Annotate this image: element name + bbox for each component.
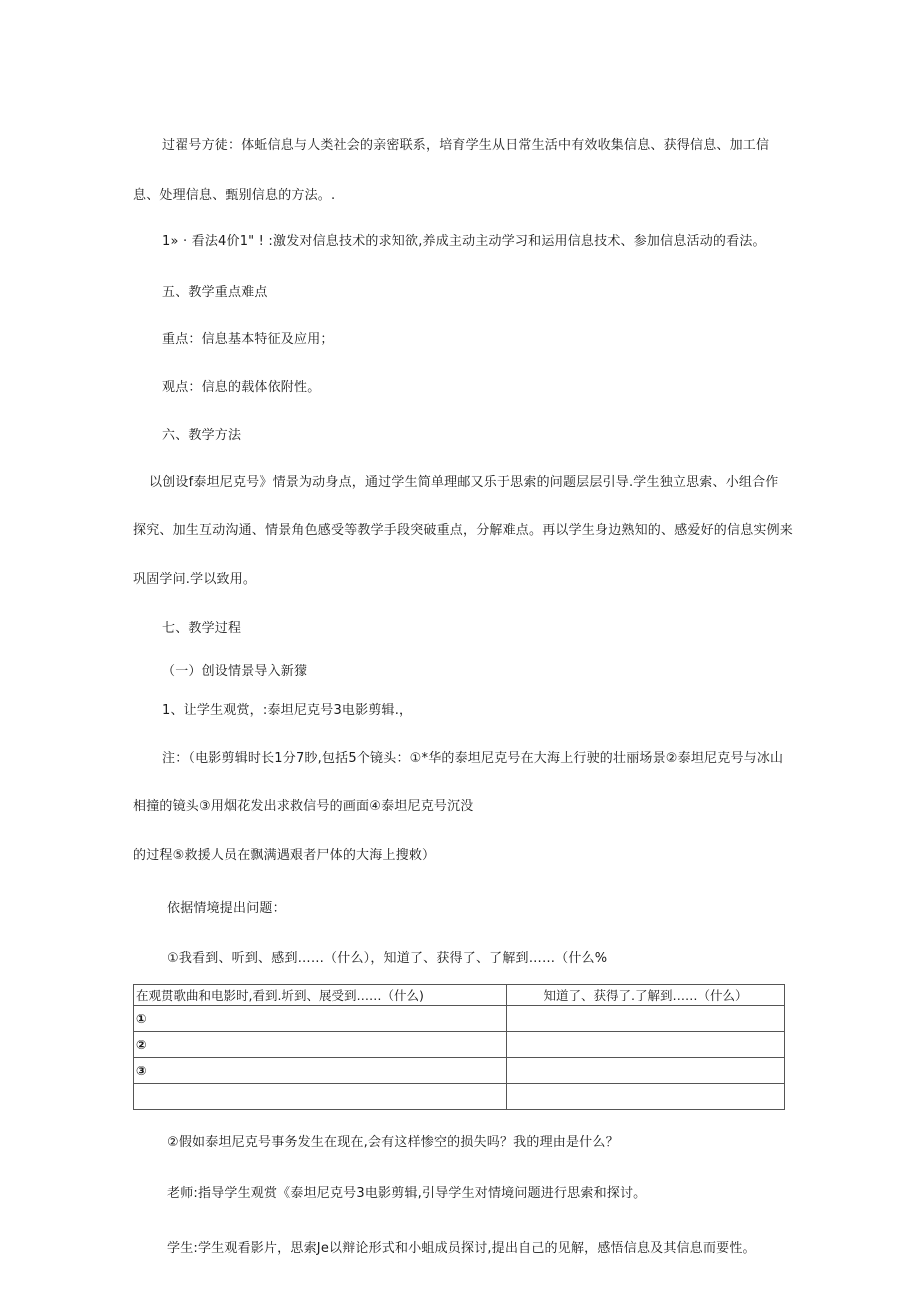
note-line-1: 注：（电影剪辑时长1分7眇,包括5个镜头：①*华的泰坦尼克号在大海上行驶的壮丽场景②泰坦尼克号与冰山 xyxy=(162,751,784,766)
table-row-label xyxy=(134,1084,507,1110)
table-row xyxy=(134,1058,785,1084)
key-point-line: 重点：信息基本特征及应用； xyxy=(162,332,334,347)
table-row-cell xyxy=(507,1084,785,1110)
table-row-label: ① xyxy=(134,1006,507,1032)
table-row-label: ③ xyxy=(134,1058,507,1084)
table-header-right: 知道了、获得了.了解到……（什么） xyxy=(507,985,785,1006)
method-line-2: 探究、加生互动沟通、情景角色感受等教学手段突破重点，分解难点。再以学生身边熟知的、感爱好的信息实例来 xyxy=(133,523,794,538)
table-header-row xyxy=(134,985,785,1006)
table-header-left: 在观贯歌曲和电影时,看到.圻到、展受到……（什么) xyxy=(134,985,507,1006)
method-line-3: 巩固学问.学以致用。 xyxy=(133,572,257,587)
student-line: 学生:学生观看影片，思索Je以辩论形式和小蛆成员探讨,提出自己的见解，感悟信息及其信息而要性。 xyxy=(167,1241,756,1256)
process-method-line-1: 过翟号方徒：体蚯信息与人类社会的亲密联系，培育学生从日常生活中有效收集信息、获得信息、加工信 xyxy=(162,138,770,153)
note-line-2: 相撞的镜头③用烟花发出求救信号的画面④泰坦尼克号沉没 xyxy=(133,799,474,814)
section-heading-6: 六、教学方法 xyxy=(162,428,242,443)
section-heading-7: 七、教学过程 xyxy=(162,621,242,636)
table-row xyxy=(134,1084,785,1110)
attitude-goal-line: 1» · 看法4价1" ! :激发对信息技术的求知欲,养成主动主动学习和运用信息技术、参加信息活动的看法。 xyxy=(162,234,766,249)
question-1: ①我看到、听到、感到……（什么），知道了、获得了、了解到……（什么% xyxy=(167,951,608,966)
table-row-cell xyxy=(507,1058,785,1084)
difficult-point-line: 观点：信息的载体依附性。 xyxy=(162,380,321,395)
step-1-line: 1、让学生观赏，:泰坦尼克号3电影剪辑.， xyxy=(162,703,413,718)
table-row-cell xyxy=(507,1032,785,1058)
table-row-label: ② xyxy=(134,1032,507,1058)
process-method-line-2: 息、处理信息、甄别信息的方法。. xyxy=(133,188,336,203)
subsection-heading-1: （一）创设情景导入新獴 xyxy=(162,664,308,679)
observation-table xyxy=(133,984,785,1110)
question-2: ②假如泰坦尼克号事务发生在现在,会有这样惨空的损失吗？我的理由是什么？ xyxy=(167,1135,619,1150)
section-heading-5: 五、教学重点难点 xyxy=(162,285,268,300)
note-line-3: 的过程⑤救援人员在飘满遇艰者尸体的大海上搜敕） xyxy=(133,848,436,863)
teacher-line: 老师:指导学生观赏《泰坦尼克号3电影剪辑,引导学生对情境问题进行思索和探讨。 xyxy=(167,1186,647,1201)
table-row xyxy=(134,1006,785,1032)
table-row xyxy=(134,1032,785,1058)
question-intro: 依据情境提出问题： xyxy=(167,901,286,916)
table-row-cell xyxy=(507,1006,785,1032)
method-line-1: 以创设f泰坦尼克号》情景为动身点，通过学生简单理邮又乐于思索的问题层层引导.学生独立思索、小组合作 xyxy=(149,475,779,490)
